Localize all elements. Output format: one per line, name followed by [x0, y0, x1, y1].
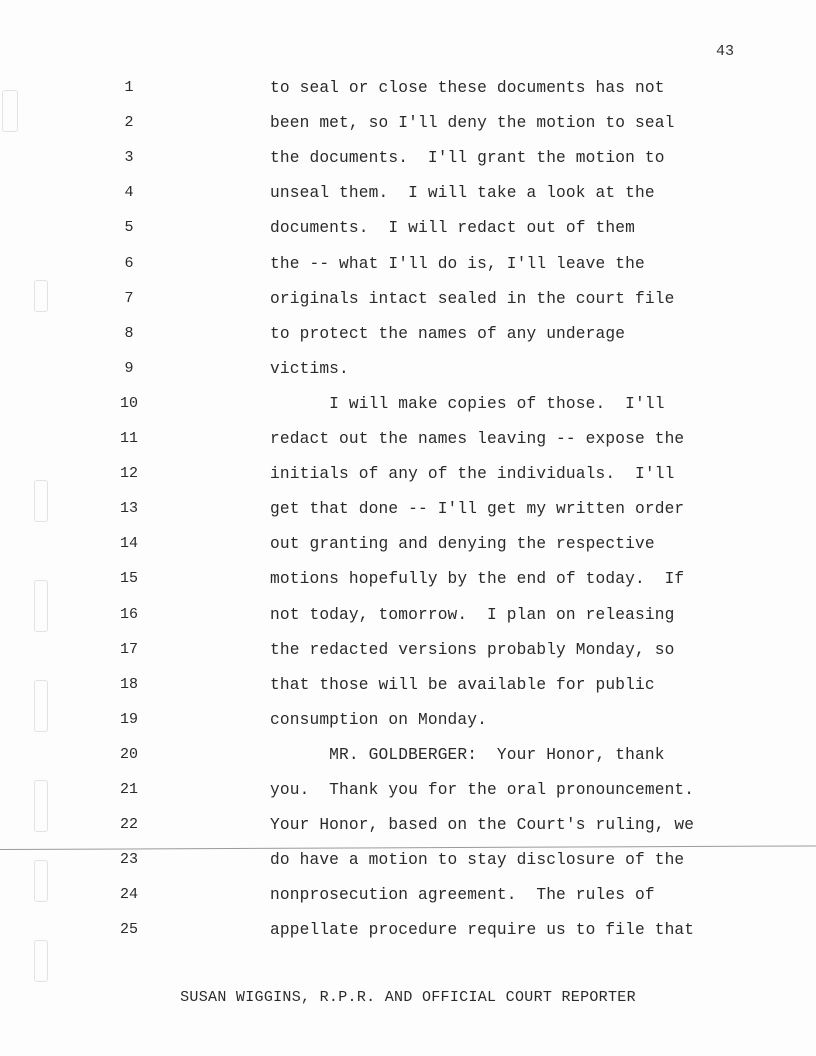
line-number: 15	[119, 570, 138, 588]
transcript-line	[0, 673, 816, 697]
line-text: nonprosecution agreement. The rules of	[270, 886, 655, 905]
transcript-line	[0, 813, 816, 837]
line-number: 24	[119, 886, 138, 904]
line-number: 23	[119, 851, 138, 869]
line-number: 12	[119, 465, 138, 483]
line-number: 7	[124, 289, 134, 307]
line-text: unseal them. I will take a look at the	[270, 184, 655, 203]
transcript-line	[0, 883, 816, 907]
line-number: 17	[119, 640, 138, 658]
transcript-line	[0, 357, 816, 381]
transcript-line	[0, 287, 816, 311]
line-text: consumption on Monday.	[270, 710, 488, 729]
line-text: originals intact sealed in the court file	[270, 289, 675, 308]
line-text: out granting and denying the respective	[270, 535, 655, 554]
line-text: the redacted versions probably Monday, so	[270, 640, 675, 659]
transcript-line	[0, 603, 816, 627]
line-text: documents. I will redact out of them	[270, 219, 635, 238]
line-text: to protect the names of any underage	[270, 324, 626, 343]
line-number: 25	[119, 921, 138, 939]
transcript-line	[0, 392, 816, 416]
transcript-line	[0, 76, 816, 100]
line-text: motions hopefully by the end of today. If	[270, 570, 685, 589]
transcript-line	[0, 216, 816, 240]
line-number: 6	[124, 254, 134, 272]
transcript-line	[0, 497, 816, 521]
line-text: initials of any of the individuals. I'll	[270, 465, 675, 484]
line-number: 11	[119, 430, 138, 447]
line-text: the documents. I'll grant the motion to	[270, 149, 665, 168]
line-number: 5	[124, 219, 134, 237]
line-number: 19	[119, 710, 138, 728]
line-number: 21	[119, 781, 138, 798]
line-number: 2	[124, 114, 134, 132]
transcript-line	[0, 146, 816, 170]
line-text: I will make copies of those. I'll	[270, 394, 665, 413]
line-text: Your Honor, based on the Court's ruling, we	[270, 816, 695, 835]
line-text: appellate procedure require us to file that	[270, 921, 695, 940]
transcript-line	[0, 111, 816, 135]
line-number: 9	[124, 359, 134, 377]
line-number: 1	[124, 79, 134, 96]
line-number: 10	[119, 394, 138, 412]
line-text: victims.	[270, 359, 349, 378]
line-number: 18	[119, 675, 138, 693]
transcript-line	[0, 848, 816, 872]
transcript-line	[0, 322, 816, 346]
transcript-line	[0, 918, 816, 942]
line-number: 14	[119, 535, 138, 553]
line-text: that those will be available for public	[270, 675, 655, 694]
line-text: you. Thank you for the oral pronouncement.	[270, 781, 695, 799]
line-text: do have a motion to stay disclosure of the	[270, 851, 685, 870]
transcript-line	[0, 567, 816, 591]
line-number: 16	[119, 605, 138, 623]
line-text: been met, so I'll deny the motion to seal	[270, 114, 675, 133]
page-number: 43	[716, 43, 735, 60]
transcript-line	[0, 252, 816, 276]
transcript-line	[0, 532, 816, 556]
transcript-line	[0, 181, 816, 205]
reporter-footer: SUSAN WIGGINS, R.P.R. AND OFFICIAL COURT REPORTER	[180, 989, 636, 1006]
transcript-line	[0, 708, 816, 732]
line-text: get that done -- I'll get my written order	[270, 500, 685, 519]
line-number: 13	[119, 500, 138, 518]
line-number: 8	[124, 324, 134, 342]
line-text: to seal or close these documents has not	[270, 79, 665, 97]
line-number: 20	[119, 745, 138, 763]
transcript-line	[0, 743, 816, 767]
transcript-line	[0, 638, 816, 662]
transcript-line	[0, 427, 816, 451]
line-number: 22	[119, 816, 138, 834]
line-number: 4	[124, 184, 134, 202]
transcript-line	[0, 462, 816, 486]
line-text: MR. GOLDBERGER: Your Honor, thank	[270, 745, 665, 764]
transcript-line	[0, 778, 816, 802]
line-text: redact out the names leaving -- expose the	[270, 430, 685, 448]
line-number: 3	[124, 149, 134, 167]
line-text: not today, tomorrow. I plan on releasing	[270, 605, 675, 624]
line-text: the -- what I'll do is, I'll leave the	[270, 254, 645, 273]
